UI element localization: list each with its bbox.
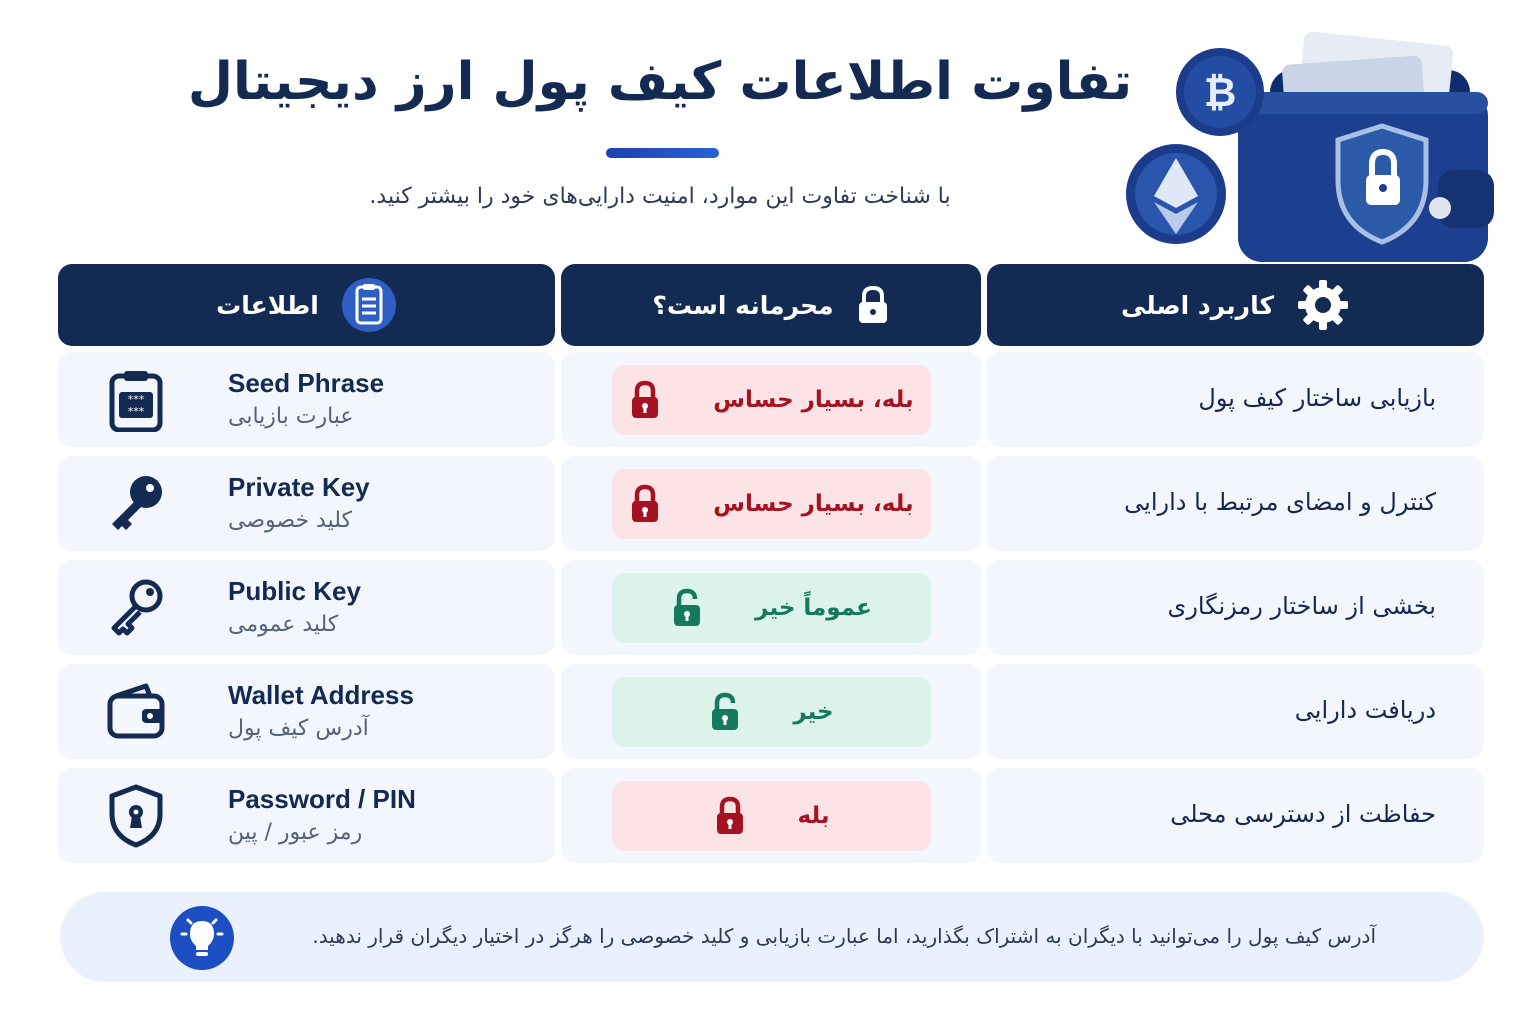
sensitivity-label: بله، بسیار حساس <box>713 386 914 413</box>
locked-icon <box>629 484 661 524</box>
usage-text: کنترل و امضای مرتبط با دارایی <box>1124 487 1436 516</box>
page-subtitle: با شناخت تفاوت این موارد، امنیت دارایی‌های خود را بیشتر کنید. <box>369 184 951 209</box>
header-usage-label: کاربرد اصلی <box>1120 290 1274 320</box>
header-sensitive-label: محرمانه است؟ <box>652 290 834 320</box>
locked-icon <box>629 380 661 420</box>
info-name-fa: کلید خصوصی <box>228 508 352 533</box>
svg-text:₿: ₿ <box>1203 70 1237 116</box>
unlocked-icon <box>671 588 703 628</box>
usage-text: حفاظت از دسترسی محلی <box>1170 799 1436 828</box>
gear-icon <box>1296 278 1350 332</box>
sensitivity-badge <box>612 365 931 435</box>
usage-text: بازیابی ساختار کیف پول <box>1198 383 1436 412</box>
header-info-label: اطلاعات <box>216 290 319 320</box>
page-title: تفاوت اطلاعات کیف پول ارز دیجیتال <box>187 52 1133 112</box>
info-name-fa: عبارت بازیابی <box>228 404 354 429</box>
info-name-en: Password / PIN <box>228 784 416 814</box>
hero-illustration <box>1120 30 1500 270</box>
sensitivity-label: خیر <box>793 698 834 725</box>
info-name-en: Wallet Address <box>228 680 414 710</box>
usage-text: بخشی از ساختار رمزنگاری <box>1167 591 1436 620</box>
key-icon <box>104 472 168 536</box>
info-name-fa: کلید عمومی <box>228 612 339 637</box>
wallet-icon <box>104 680 168 744</box>
ethereum-coin-icon <box>1126 144 1226 244</box>
info-name-fa: رمز عبور / پین <box>228 820 363 845</box>
locked-icon <box>714 796 746 836</box>
header-usage <box>987 264 1484 346</box>
key-outline-icon <box>104 576 168 640</box>
sensitivity-badge <box>612 469 931 539</box>
clipboard-password-icon <box>104 368 168 432</box>
bitcoin-coin-icon <box>1176 48 1264 136</box>
info-name-en: Private Key <box>228 472 370 502</box>
sensitivity-badge <box>612 573 931 643</box>
title-underline <box>606 148 719 158</box>
lock-icon <box>856 285 890 325</box>
svg-text:***: *** <box>127 404 145 418</box>
info-name-en: Seed Phrase <box>228 368 385 398</box>
unlocked-icon <box>709 692 741 732</box>
sensitivity-badge <box>612 781 931 851</box>
header-info <box>58 264 555 346</box>
svg-text:***: *** <box>127 392 145 406</box>
info-name-fa: آدرس کیف پول <box>228 716 369 741</box>
sensitivity-label: عموماً خیر <box>755 594 872 621</box>
shield-keyhole-icon <box>104 784 168 848</box>
lightbulb-icon <box>170 906 234 970</box>
tip-text: آدرس کیف پول را می‌توانید با دیگران به اشتراک بگذارید، اما عبارت بازیابی و کلید خصوصی را هرگز در اختیار دیگران قرار ندهید. <box>312 924 1376 948</box>
sensitivity-badge <box>612 677 931 747</box>
usage-text: دریافت دارایی <box>1294 695 1436 724</box>
wallet-shield-lock-icon <box>1238 92 1494 262</box>
sensitivity-label: بله <box>797 802 830 829</box>
sensitivity-label: بله، بسیار حساس <box>713 490 914 517</box>
info-name-en: Public Key <box>228 576 361 606</box>
document-icon <box>341 277 397 333</box>
header-sensitive <box>561 264 981 346</box>
